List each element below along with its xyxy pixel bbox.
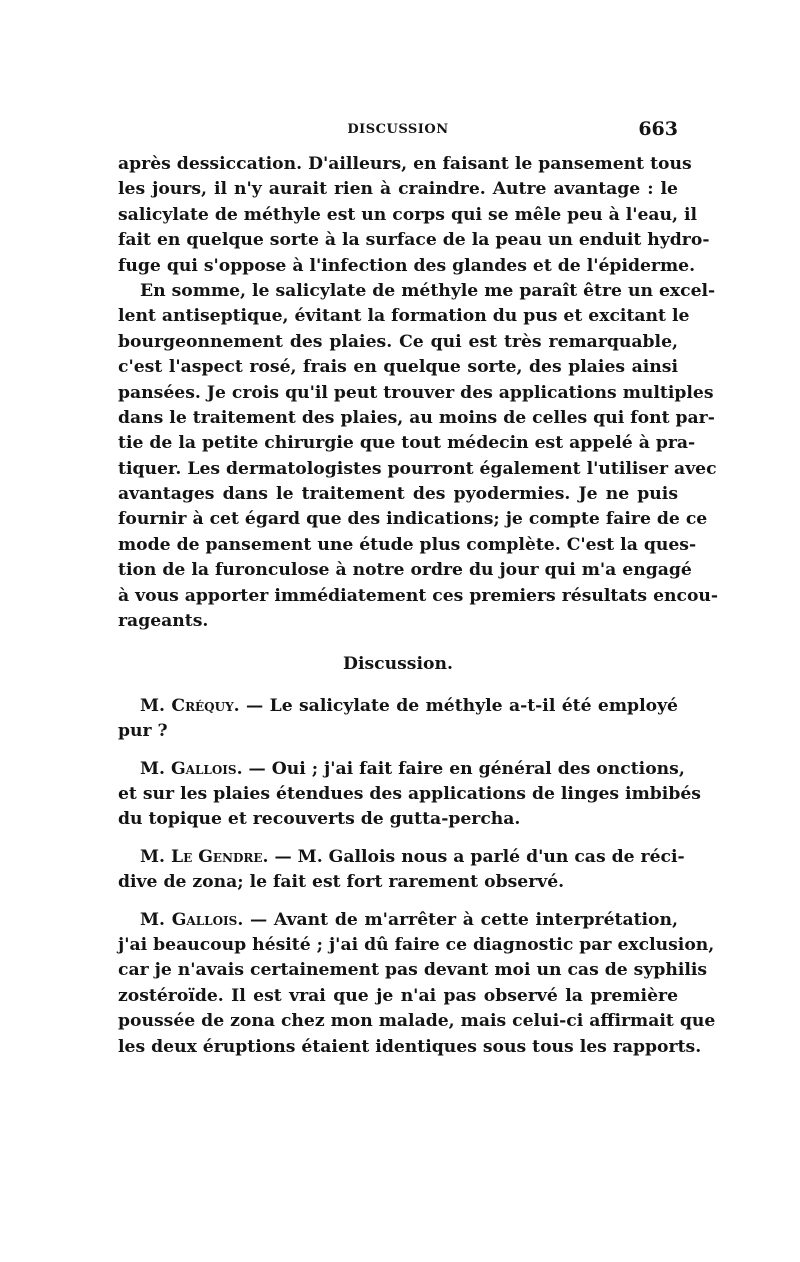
text-line: poussée de zona chez mon malade, mais celui-ci affirmait que (118, 1011, 716, 1032)
text-line: tiquer. Les dermatologistes pourront également l'utiliser avec (118, 458, 717, 479)
exchange (118, 694, 678, 745)
text-line: tie de la petite chirurgie que tout médecin est appelé à pra- (118, 433, 696, 454)
speaker-name: M. Le Gendre. (140, 846, 269, 867)
text-line: pur ? (118, 721, 168, 742)
speech-text: — Avant de m'arrêter à cette interprétation, (243, 909, 678, 930)
speech-text: — Oui ; j'ai fait faire en général des onctions, (242, 758, 685, 779)
text-line: les deux éruptions étaient identiques sous tous les rapports. (118, 1036, 702, 1057)
body-text (118, 152, 719, 1060)
speaker-name: M. Créquy. (140, 695, 240, 716)
exchange (118, 908, 716, 1060)
section-heading: Discussion. (343, 654, 453, 675)
text-line: j'ai beaucoup hésité ; j'ai dû faire ce diagnostic par exclusion, (118, 934, 715, 955)
text-line: du topique et recouverts de gutta-percha. (118, 809, 521, 830)
page-number: 663 (638, 118, 678, 140)
text-line: tion de la furonculose à notre ordre du jour qui m'a engagé (118, 560, 692, 581)
text-line: fait en quelque sorte à la surface de la peau un enduit hydro- (118, 230, 710, 251)
speech-text: — Le salicylate de méthyle a-t-il été employé (239, 695, 678, 716)
text-line (118, 757, 685, 782)
paragraph-gap (118, 833, 678, 845)
text-line: les jours, il n'y aurait rien à craindre. Autre avantage : le (118, 179, 678, 200)
exchange (118, 845, 685, 896)
text-line: fuge qui s'oppose à l'infection des glandes et de l'épiderme. (118, 255, 696, 276)
text-line: pansées. Je crois qu'il peut trouver des applications multiples (118, 382, 714, 403)
speech-text: — M. Gallois nous a parlé d'un cas de réci- (268, 846, 685, 867)
speaker-name: M. Gallois. (140, 758, 243, 779)
text-line (118, 694, 678, 719)
text-line: dans le traitement des plaies, au moins de celles qui font par- (118, 407, 715, 428)
text-line: bourgeonnement des plaies. Ce qui est très remarquable, (118, 331, 678, 352)
speaker-name: M. Gallois. (140, 909, 244, 930)
text-line: rageants. (118, 611, 209, 632)
text-line: fournir à cet égard que des indications; je compte faire de ce (118, 509, 708, 530)
text-line: mode de pansement une étude plus complète. C'est la ques- (118, 534, 697, 555)
running-title: DISCUSSION (347, 122, 449, 137)
paragraph-conclusion (118, 279, 719, 634)
paragraph-gap (118, 896, 678, 908)
text-line: salicylate de méthyle est un corps qui se mêle peu à l'eau, il (118, 204, 698, 225)
text-line (118, 845, 685, 870)
running-head (118, 118, 678, 142)
text-line: lent antiseptique, évitant la formation du pus et excitant le (118, 306, 690, 327)
paragraph-continuation (118, 152, 710, 279)
text-line: En somme, le salicylate de méthyle me paraît être un excel- (140, 280, 716, 301)
text-line: c'est l'aspect rosé, frais en quelque sorte, des plaies ainsi (118, 357, 678, 378)
text-line: et sur les plaies étendues des applications de linges imbibés (118, 783, 701, 804)
paragraph-gap (118, 745, 678, 757)
text-line (118, 908, 678, 933)
text-line: après dessiccation. D'ailleurs, en faisant le pansement tous (118, 154, 692, 174)
text-line: dive de zona; le fait est fort rarement observé. (118, 872, 565, 893)
text-line: à vous apporter immédiatement ces premiers résultats encou- (118, 585, 719, 606)
text-line: zostéroïde. Il est vrai que je n'ai pas observé la première (118, 985, 678, 1006)
text-line: avantages dans le traitement des pyodermies. Je ne puis (118, 484, 678, 505)
exchange (118, 757, 701, 833)
text-line: car je n'avais certainement pas devant moi un cas de syphilis (118, 960, 708, 981)
